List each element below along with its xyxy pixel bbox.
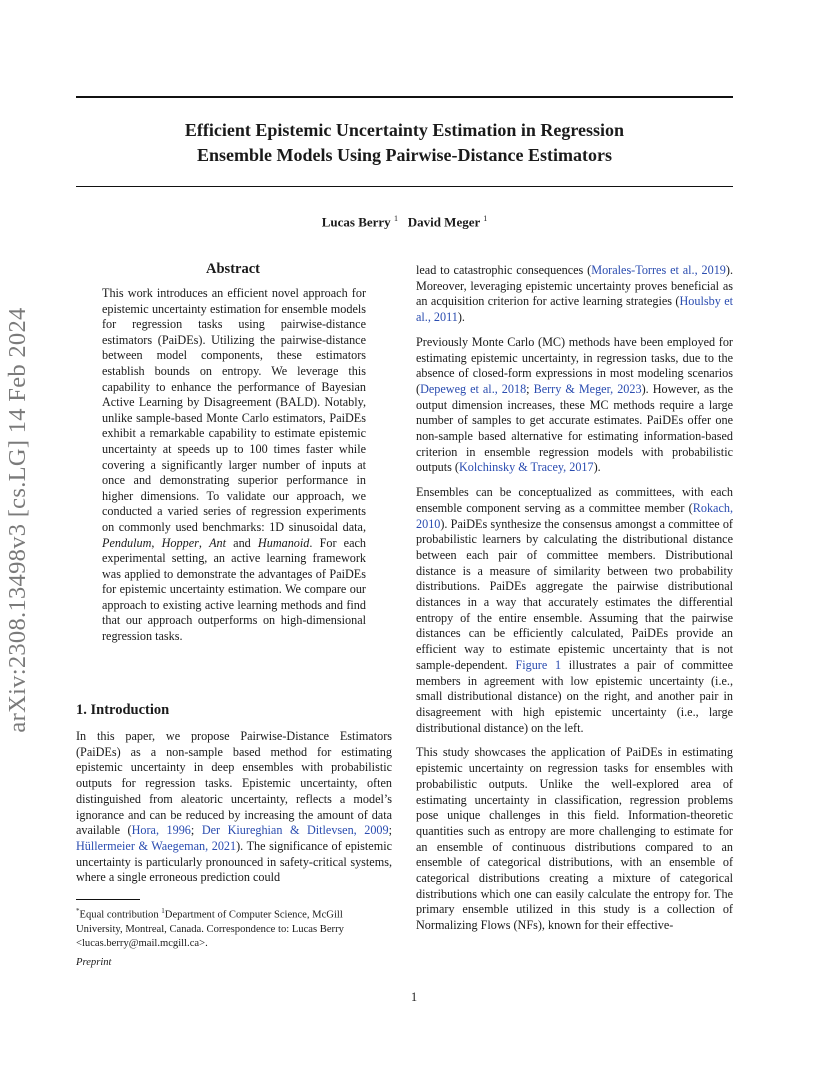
citation-link[interactable]: Berry & Meger, 2023 <box>533 381 642 396</box>
title-top-rule <box>76 96 733 98</box>
abstract-heading: Abstract <box>206 261 260 277</box>
citation-link[interactable]: Depeweg et al., 2018 <box>420 381 527 396</box>
author-name: Lucas Berry <box>321 214 391 230</box>
introduction-paragraph: In this paper, we propose Pairwise-Distance Estimators (PaiDEs) as a non-sample based method for estimating epistemic uncertainty in deep ensembles with probabilistic outputs for regression tasks. Epistemic uncertainty, often distinguished from aleatoric uncertainty, reflects a model’s ignorance and can be reduced by increasing the amount of data available (Hora, 1996; Der Kiureghian & Ditlevsen, 2009; Hüllermeier & Waegeman, 2021). The significance of epistemic uncertainty is particularly pronounced in safety-critical systems, where a single erroneous prediction could <box>76 729 392 885</box>
section-heading-introduction: 1. Introduction <box>76 702 170 718</box>
footnote: *Equal contribution $^1$Department of Computer Science, McGill University, Montreal, Canada. Correspondence to: Lucas Berry <lucas.berry@mail.mcgill.ca>. <box>76 907 344 949</box>
title-bottom-rule <box>76 186 733 187</box>
paragraph: lead to catastrophic consequences (Morales-Torres et al., 2019). Moreover, leveraging epistemic uncertainty proves beneficial as an acquisition criterion for active learning strategies (Houlsby et al., 2011). <box>416 263 734 325</box>
preprint-label: Preprint <box>76 957 112 968</box>
footnote-rule <box>76 899 140 900</box>
citation-link[interactable]: Der Kiureghian & Ditlevsen, 2009 <box>201 823 389 838</box>
title-line-2: Ensemble Models Using Pairwise-Distance Estimators <box>197 145 612 165</box>
paragraph: This study showcases the application of PaiDEs in estimating epistemic uncertainty on regression tasks for ensembles with probabilistic outputs. Unlike the well-explored area of estimating uncertainty in classification, regression problems pose unique challenges in this field. Information-theoretic quantities such as entropy are more challenging to estimate for an ensemble of continuous distributions compared to an ensemble of categorical distributions, with an ensemble of categorical distributions creating a mixture of categorical distributions which one can easily calculate the entropy for. The primary ensemble utilized in this study is a collection of Normalizing Flows (NFs), known for their effective- <box>416 745 733 933</box>
paragraph: Ensembles can be conceptualized as committees, with each ensemble component serving as a committee member (Rokach, 2010). PaiDEs synthesize the consensus amongst a committee of probabilistic learners by calculating the distributional distance between each pair of committee members. Distributional distance is a measure of similarity between two probability distributions. PaiDEs aggregate the pairwise distributional distances in a way that accurately estimates the differential entropy of the entire ensemble. Assuming that the pairwise distances can be efficiently calculated, PaiDEs provide an efficient way to estimate epistemic uncertainty that is not sample-dependent. Figure 1 illustrates a pair of committee members in agreement with low epistemic uncertainty (i.e., small distributional distance) on the right, and another pair in disagreement with high epistemic uncertainty (i.e., large distributional distance) on the left. <box>416 485 733 735</box>
paragraph: Previously Monte Carlo (MC) methods have been employed for estimating epistemic uncertainty, in regression tasks, due to the absence of closed-form expressions in most modeling scenarios (Depeweg et al., 2018; Berry & Meger, 2023). However, as the output dimension increases, these MC methods require a large number of samples to get accurate estimates. PaiDEs offer one non-sample based alternative for estimating information-based criterion in ensemble regression models with probabilistic outputs (Kolchinsky & Tracey, 2017). <box>416 334 733 475</box>
citation-link[interactable]: Houlsby et al., 2011 <box>416 294 733 325</box>
author-affiliation: 1 <box>393 214 398 223</box>
paper-title <box>76 118 733 168</box>
page-number: 1 <box>410 990 418 1004</box>
author-list <box>76 214 733 230</box>
abstract-body: This work introduces an efficient novel approach for epistemic uncertainty estimation for ensemble models for regression tasks using pairwise-distance estimators (PaiDEs). Utilizing the pairwise-distance between model components, these estimators establish bounds on entropy. We leverage this capability to enhance the performance of Bayesian Active Learning by Disagreement (BALD). Notably, unlike sample-based Monte Carlo estimators, PaiDEs exhibit a remarkable capability to estimate epistemic uncertainty at speeds up to 100 times faster while covering a significantly larger number of inputs at once and demonstrating superior performance in higher dimensions. To validate our approach, we conducted a varied series of regression experiments on commonly used benchmarks: 1D sinusoidal data, Pendulum, Hopper, Ant and Humanoid. For each experimental setting, an active learning framework was applied to demonstrate the advantages of PaiDEs for epistemic uncertainty estimation. We compare our approach to existing active learning methods and find that our approach outperforms on high-dimensional regression tasks. <box>102 286 366 644</box>
author-affiliation: 1 <box>483 214 488 223</box>
title-line-1: Efficient Epistemic Uncertainty Estimation in Regression <box>184 120 625 140</box>
figure-reference-link[interactable]: Figure 1 <box>515 657 562 672</box>
citation-link[interactable]: Hora, 1996 <box>131 823 191 838</box>
citation-link[interactable]: Morales-Torres et al., 2019 <box>591 263 726 277</box>
author-name: David Meger <box>407 214 481 230</box>
citation-link[interactable]: Kolchinsky & Tracey, 2017 <box>459 460 594 475</box>
right-column <box>416 263 733 943</box>
arxiv-identifier: arXiv:2308.13498v3 [cs.LG] 14 Feb 2024 <box>4 307 31 733</box>
citation-link[interactable]: Hüllermeier & Waegeman, 2021 <box>76 838 237 853</box>
citation-link[interactable]: Rokach, 2010 <box>416 500 733 531</box>
